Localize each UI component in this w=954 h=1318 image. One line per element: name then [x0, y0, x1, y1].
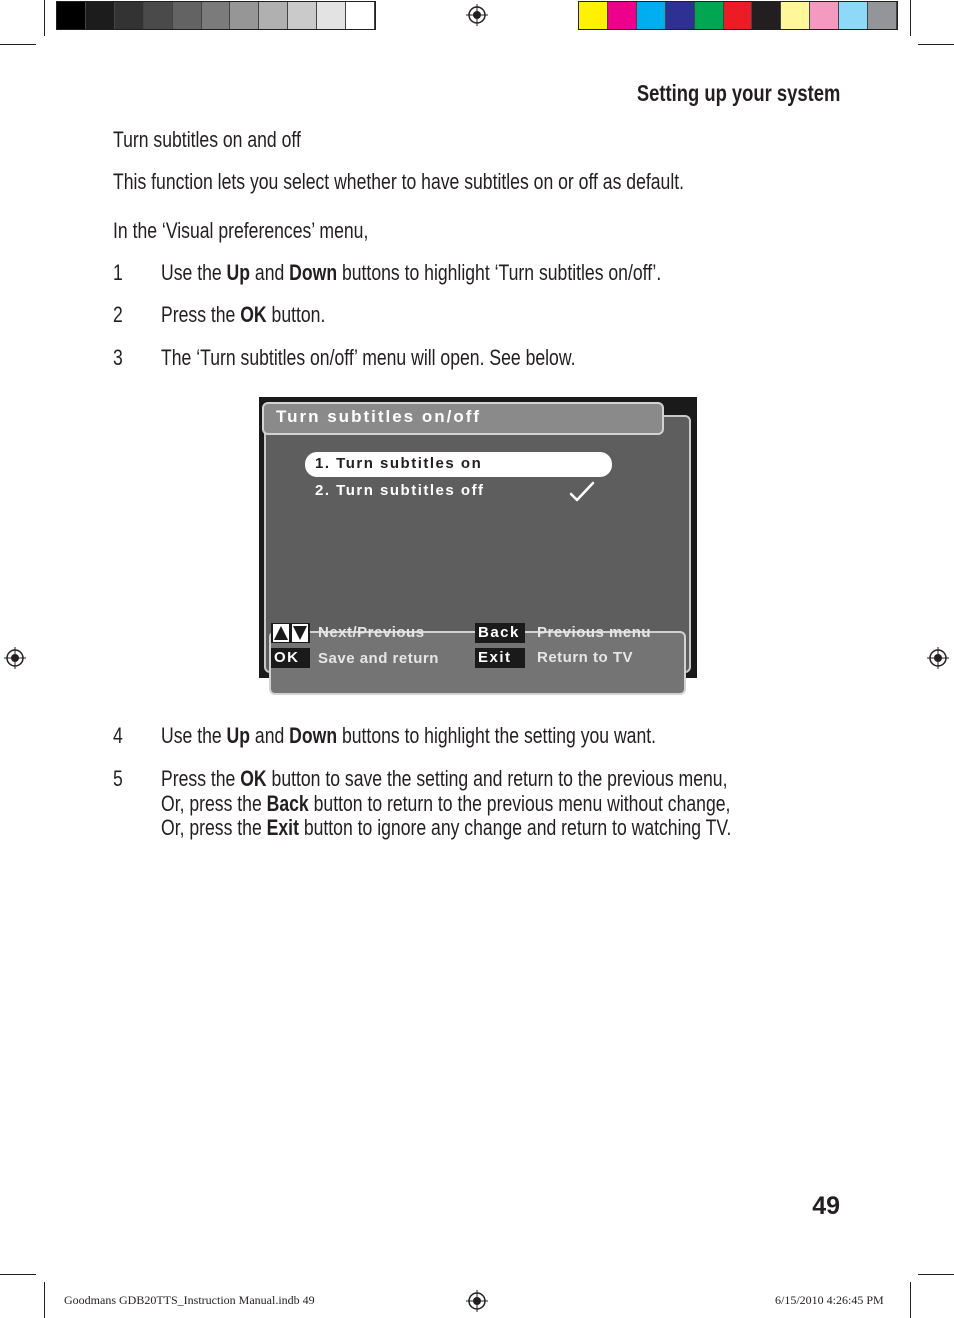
menu-item-subtitles-off[interactable]: 2. Turn subtitles off [315, 482, 485, 499]
color-swatch [810, 2, 839, 29]
color-swatch [637, 2, 666, 29]
crop-mark [910, 1282, 911, 1318]
color-swatch [752, 2, 781, 29]
page-heading: Turn subtitles on and off [113, 127, 301, 152]
color-swatch [288, 2, 317, 29]
step-number: 4 [113, 723, 123, 748]
step-text: Or, press the Back button to return to the previous menu without change, [161, 791, 731, 816]
step-text: Press the OK button to save the setting and return to the previous menu, [161, 766, 728, 791]
slug-timestamp: 6/15/2010 4:26:45 PM [775, 1293, 884, 1307]
color-swatch [724, 2, 753, 29]
registration-mark-icon [927, 647, 949, 669]
slug-filename: Goodmans GDB20TTS_Instruction Manual.indb 49 [64, 1293, 315, 1307]
step-text: The ‘Turn subtitles on/off’ menu will open. See below. [161, 345, 576, 370]
crop-mark [918, 1274, 954, 1275]
process-color-bar [578, 1, 898, 30]
page-number: 49 [812, 1192, 840, 1220]
color-swatch [86, 2, 115, 29]
color-swatch [579, 2, 608, 29]
lead-paragraph: In the ‘Visual preferences’ menu, [113, 218, 369, 243]
grayscale-color-bar [56, 1, 376, 30]
crop-mark [0, 44, 36, 45]
footer-label-save-return: Save and return [318, 650, 439, 667]
color-swatch [608, 2, 637, 29]
step-number: 2 [113, 302, 123, 327]
crop-mark [918, 44, 954, 45]
ok-key: OK [271, 648, 310, 668]
step-text: Or, press the Exit button to ignore any change and return to watching TV. [161, 815, 732, 840]
intro-paragraph: This function lets you select whether to have subtitles on or off as default. [113, 169, 685, 194]
color-swatch [202, 2, 231, 29]
color-swatch [317, 2, 346, 29]
color-swatch [781, 2, 810, 29]
color-swatch [115, 2, 144, 29]
step-text: Press the OK button. [161, 302, 326, 327]
step-text: Use the Up and Down buttons to highlight ‘Turn subtitles on/off’. [161, 260, 662, 285]
registration-mark-icon [4, 647, 26, 669]
registration-mark-icon [466, 4, 488, 26]
color-swatch [259, 2, 288, 29]
color-swatch [173, 2, 202, 29]
color-swatch [695, 2, 724, 29]
exit-key: Exit [475, 648, 525, 668]
color-swatch [868, 2, 897, 29]
crop-mark [0, 1274, 36, 1275]
up-down-arrows-icon [271, 623, 310, 643]
checkmark-icon [568, 480, 596, 504]
color-swatch [57, 2, 86, 29]
color-swatch [839, 2, 868, 29]
tv-menu-title: Turn subtitles on/off [276, 407, 482, 426]
section-title: Setting up your system [636, 80, 840, 106]
step-number: 5 [113, 766, 123, 791]
back-key: Back [475, 623, 525, 643]
step-number: 3 [113, 345, 123, 370]
registration-mark-icon [466, 1290, 488, 1312]
footer-label-return-tv: Return to TV [537, 649, 633, 666]
menu-item-subtitles-on[interactable]: 1. Turn subtitles on [315, 455, 483, 472]
crop-mark [44, 1282, 45, 1318]
step-number: 1 [113, 260, 123, 285]
footer-label-next-previous: Next/Previous [318, 624, 425, 641]
color-swatch [666, 2, 695, 29]
footer-label-previous-menu: Previous menu [537, 624, 652, 641]
tv-menu-title-bar [262, 402, 664, 435]
crop-mark [910, 0, 911, 36]
color-swatch [144, 2, 173, 29]
step-text: Use the Up and Down buttons to highlight the setting you want. [161, 723, 657, 748]
color-swatch [230, 2, 259, 29]
color-swatch [346, 2, 375, 29]
crop-mark [44, 0, 45, 36]
